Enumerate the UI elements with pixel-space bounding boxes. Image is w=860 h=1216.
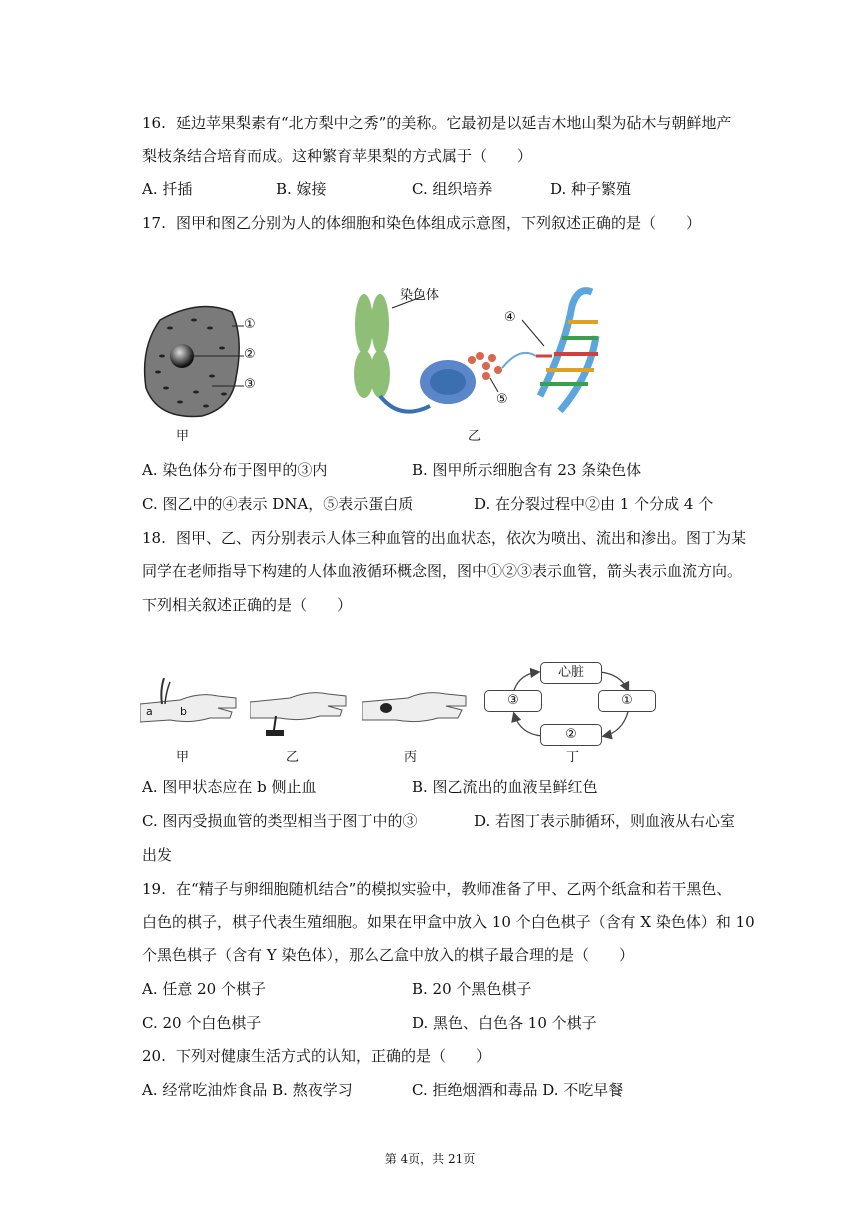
q19-option-a[interactable]: A. 任意 20 个棋子 xyxy=(142,980,266,998)
q18-option-b[interactable]: B. 图乙流出的血液呈鲜红色 xyxy=(412,778,598,796)
caption-ding: 丁 xyxy=(566,750,580,765)
q20-options-ab[interactable]: A. 经常吃油炸食品 B. 熬夜学习 xyxy=(142,1081,353,1099)
chromosome-shape xyxy=(354,294,390,398)
label-2: ② xyxy=(244,347,256,362)
caption-yi: 乙 xyxy=(468,429,482,444)
q16-option-a[interactable]: A. 扦插 xyxy=(142,180,193,198)
q20-number: 20. xyxy=(142,1047,166,1065)
q18-text1: 图甲、乙、丙分别表示人体三种血管的出血状态，依次为喷出、流出和渗出。图丁为某 xyxy=(176,529,747,547)
heart-box: 心脏 xyxy=(540,662,602,684)
q19-stem-line3: 个黑色棋子（含有 Y 染色体），那么乙盒中放入的棋子最合理的是（ ） xyxy=(142,946,634,964)
q18-stem-line2: 同学在老师指导下构建的人体血液循环概念图，图中①②③表示血管，箭头表示血流方向。 xyxy=(142,562,743,580)
label-1: ① xyxy=(244,317,256,332)
q16-number: 16. xyxy=(142,114,166,132)
caption-jia: 甲 xyxy=(176,429,190,444)
q18-option-a[interactable]: A. 图甲状态应在 b 侧止血 xyxy=(142,778,317,796)
label-3: ③ xyxy=(244,377,256,392)
q19-number: 19. xyxy=(142,880,166,898)
q18-stem-line1 xyxy=(142,527,746,549)
q19-stem-line2: 白色的棋子，棋子代表生殖细胞。如果在甲盒中放入 10 个白色棋子（含有 X 染色体）和 10 xyxy=(142,913,755,931)
chromosome-diagram xyxy=(340,286,602,426)
page-footer: 第 4页，共 21页 xyxy=(384,1152,476,1166)
vessel-1-box: ① xyxy=(598,690,656,712)
q16-option-d[interactable]: D. 种子繁殖 xyxy=(550,180,632,198)
vessel-2-box: ② xyxy=(540,724,602,746)
caption-bing: 丙 xyxy=(404,750,418,765)
hand-yi-figure xyxy=(250,684,350,740)
q20-options-cd[interactable]: C. 拒绝烟酒和毒品 D. 不吃早餐 xyxy=(412,1081,624,1099)
caption-yi-2: 乙 xyxy=(286,750,300,765)
q18-stem-line3: 下列相关叙述正确的是（ ） xyxy=(142,596,353,614)
q16-option-c[interactable]: C. 组织培养 xyxy=(412,180,493,198)
blood-ooze xyxy=(380,703,392,713)
pointer-4 xyxy=(522,320,544,346)
q17-option-d[interactable]: D. 在分裂过程中②由 1 个分成 4 个 xyxy=(474,495,714,513)
q19-option-b[interactable]: B. 20 个黑色棋子 xyxy=(412,980,532,998)
pointer-5 xyxy=(490,378,498,392)
blood-spurt xyxy=(161,678,164,704)
q20-stem xyxy=(142,1045,491,1067)
label-5: ⑤ xyxy=(496,392,508,407)
q19-stem-line1 xyxy=(142,878,731,900)
q17-option-a[interactable]: A. 染色体分布于图甲的③内 xyxy=(142,461,328,479)
q16-stem-line2: 梨枝条结合培育而成。这种繁育苹果梨的方式属于（ ） xyxy=(142,147,533,165)
hand-bing-figure xyxy=(362,688,470,738)
hand-jia-figure xyxy=(140,678,240,740)
q19-option-c[interactable]: C. 20 个白色棋子 xyxy=(142,1014,262,1032)
q17-number: 17. xyxy=(142,214,166,232)
label-b: b xyxy=(180,705,187,718)
q16-option-b[interactable]: B. 嫁接 xyxy=(276,180,327,198)
q19-text1: 在“精子与卵细胞随机结合”的模拟实验中，教师准备了甲、乙两个纸盒和若干黑色、 xyxy=(176,880,732,898)
q17-stem xyxy=(142,212,701,234)
q17-text: 图甲和图乙分别为人的体细胞和染色体组成示意图，下列叙述正确的是（ ） xyxy=(176,214,702,232)
q18-number: 18. xyxy=(142,529,166,547)
q17-option-b[interactable]: B. 图甲所示细胞含有 23 条染色体 xyxy=(412,461,642,479)
label-chromosome: 染色体 xyxy=(400,288,440,303)
dna-double-helix xyxy=(536,291,598,411)
q16-text1: 延边苹果梨素有“北方梨中之秀”的美称。它最初是以延吉木地山梨为砧木与朝鲜地产 xyxy=(176,114,732,132)
label-a: a xyxy=(146,705,153,718)
q18-option-c[interactable]: C. 图丙受损血管的类型相当于图丁中的③ xyxy=(142,812,418,830)
q18-option-d[interactable]: D. 若图丁表示肺循环，则血液从右心室 xyxy=(474,812,736,830)
caption-jia-2: 甲 xyxy=(176,750,190,765)
vessel-3-box: ③ xyxy=(484,690,542,712)
q19-option-d[interactable]: D. 黑色、白色各 10 个棋子 xyxy=(412,1014,597,1032)
q16-stem-line1 xyxy=(142,112,731,134)
label-4: ④ xyxy=(504,310,516,325)
q17-option-c[interactable]: C. 图乙中的④表示 DNA，⑤表示蛋白质 xyxy=(142,495,414,513)
q20-text: 下列对健康生活方式的认知，正确的是（ ） xyxy=(176,1047,492,1065)
q18-option-d-cont: 出发 xyxy=(142,846,173,864)
chromatin-fiber xyxy=(380,396,430,412)
